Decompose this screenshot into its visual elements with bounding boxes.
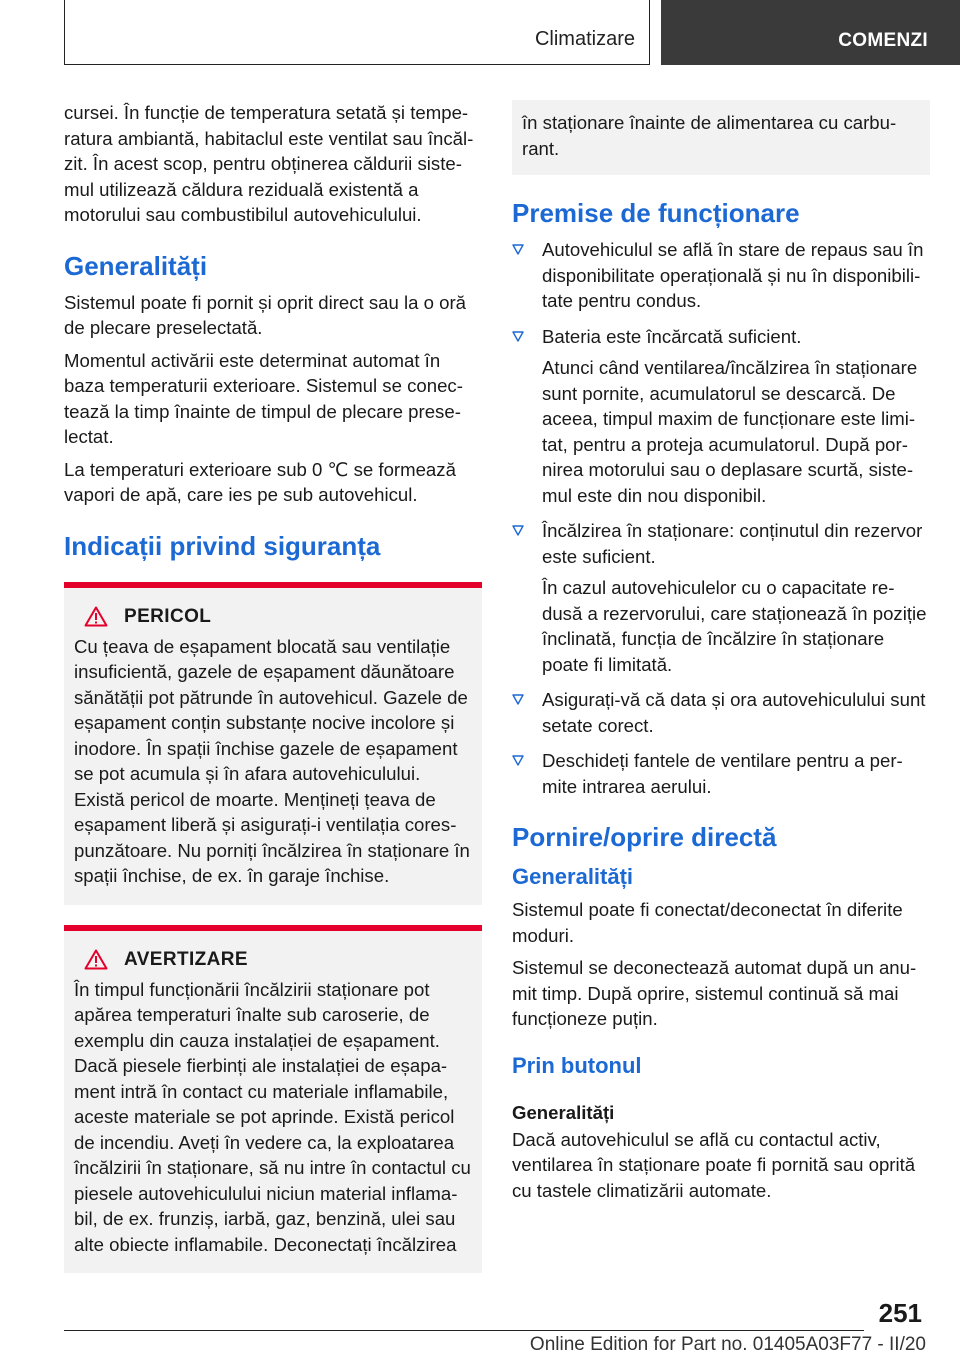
triangle-bullet-icon [512, 694, 524, 706]
heading-prerequisites: Premise de funcționare [512, 198, 800, 228]
heading-general: Generalități [64, 250, 208, 281]
continued-warning-box [512, 100, 930, 175]
footer-divider [64, 1330, 864, 1331]
list-item [512, 748, 930, 799]
general-paragraph-1: Sistemul poate fi pornit și oprit direct sau la o oră de plecare preselectată. [64, 291, 467, 338]
section-title: Climatizare [534, 28, 635, 50]
list-item-text: Deschideți fantele de ventilare pentru a per-mite intrarea aerului. [542, 750, 903, 797]
list-item-text: Asigurați-vă că data și ora autovehiculului sunt setate corect. [542, 689, 926, 736]
danger-box [64, 582, 482, 905]
list-item [512, 687, 930, 738]
edition-line: Online Edition for Part no. 01405A03F77 - II/20 [529, 1334, 926, 1355]
general-paragraph-3: La temperaturi exterioare sub 0 ℃ se formează vapori de apă, care ies pe sub autovehicul. [64, 458, 456, 505]
page-header [0, 0, 960, 66]
warning-triangle-icon [84, 949, 108, 970]
section-tab [64, 0, 650, 65]
warning-header [74, 949, 472, 971]
heading-button-general: Generalități [512, 1101, 615, 1123]
list-item-text: Autovehiculul se află în stare de repaus sau în disponibilitate operațională și nu în disponibili-tate pentru condus. [542, 239, 924, 311]
warning-text: În timpul funcționării încălzirii staționare pot apărea temperaturi înalte sub caroserie, de exemplu din cauza instalației de eșapament. Dacă piesele fierbinți ale instalației de eșapa-ment intră în contact cu materiale inflamabile, aceste materiale se pot aprinde. Există pericol de incendiu. Aveți în vedere ca, la exploatarea încălzirii în staționare, să nu intre în contactul cu piesele autovehiculului niciun material inflama-bil, de ex. frunziș, iarbă, gaz, benzină, ulei sau alte obiecte inflamabile. Deconectați încălzirea [74, 978, 471, 1255]
warning-box [64, 925, 482, 1274]
list-item-detail: În cazul autovehiculelor cu o capacitate re-dusă a rezervorului, care staționează în poziție înclinată, funcția de încălzire în staționare poate fi limitată. [542, 577, 927, 675]
right-column [512, 100, 930, 1210]
list-item [512, 324, 930, 509]
heading-direct-general: Generalități [512, 864, 634, 889]
prerequisites-list [512, 237, 930, 799]
direct-paragraph-2: Sistemul se deconectează automat după un anu-mit timp. După oprire, sistemul continuă să mai funcționeze puțin. [512, 957, 917, 1029]
left-column [64, 100, 482, 1273]
chapter-title: COMENZI [838, 30, 928, 51]
list-item [512, 518, 930, 677]
danger-title: PERICOL [124, 605, 212, 627]
button-paragraph-1: Dacă autovehiculul se află cu contactul activ, ventilarea în staționare poate fi pornită sau oprită cu tastele climatizării automate. [512, 1128, 916, 1201]
heading-via-button: Prin butonul [512, 1052, 642, 1078]
chapter-tab [661, 0, 960, 65]
warning-triangle-icon [84, 606, 108, 627]
triangle-bullet-icon [512, 755, 524, 767]
general-paragraph-2: Momentul activării este determinat automat în baza temperaturii exterioare. Sistemul se conec-tează la timp înainte de timpul de plecare prese-lectat. [64, 349, 463, 447]
heading-direct-start-stop: Pornire/oprire directă [512, 822, 777, 852]
continued-warning-text: în staționare înainte de alimentarea cu carbu-rant. [522, 112, 897, 159]
list-item-text: Bateria este încărcată suficient. [542, 325, 802, 347]
danger-text: Cu țeava de eșapament blocată sau ventilație insuficientă, gazele de eșapament dăunătoare sănătății pot pătrunde în autovehicul. Gazele de eșapament conțin substanțe nocive incolore și inodore. În spații închise gazele de eșapament se pot acumula și în afara autovehiculului. Există pericol de moarte. Mențineți țeava de eșapament liberă și asigurați-i ventilația cores-punzătoare. Nu porniți încălzirea în staționare în spații închise, de ex. în garaje închise. [74, 635, 470, 886]
intro-paragraph: cursei. În funcție de temperatura setată și tempe-ratura ambiantă, habitaclul este ventilat sau încăl-zit. În acest scop, pentru obținerea căldurii siste-mul utilizează căldura reziduală existentă a motorului sau combustibilul autovehiculului. [64, 102, 474, 225]
list-item [512, 237, 930, 314]
triangle-bullet-icon [512, 331, 524, 343]
list-item-text: Încălzirea în staționare: conținutul din rezervor este suficient. [542, 520, 923, 567]
heading-safety: Indicații privind siguranța [64, 530, 381, 561]
danger-header [74, 606, 472, 628]
page-number: 251 [878, 1298, 922, 1328]
warning-title: AVERTIZARE [124, 948, 248, 970]
list-item-detail: Atunci când ventilarea/încălzirea în staționare sunt pornite, acumulatorul se descarcă. De aceea, timpul maxim de funcționare este limi-tat, pentru a proteja acumulatorul. După por-nirea motorului sau o deplasare scurtă, siste-mul este din nou disponibil. [542, 357, 918, 506]
direct-paragraph-1: Sistemul poate fi conectat/deconectat în diferite moduri. [512, 899, 903, 946]
triangle-bullet-icon [512, 244, 524, 256]
triangle-bullet-icon [512, 525, 524, 537]
